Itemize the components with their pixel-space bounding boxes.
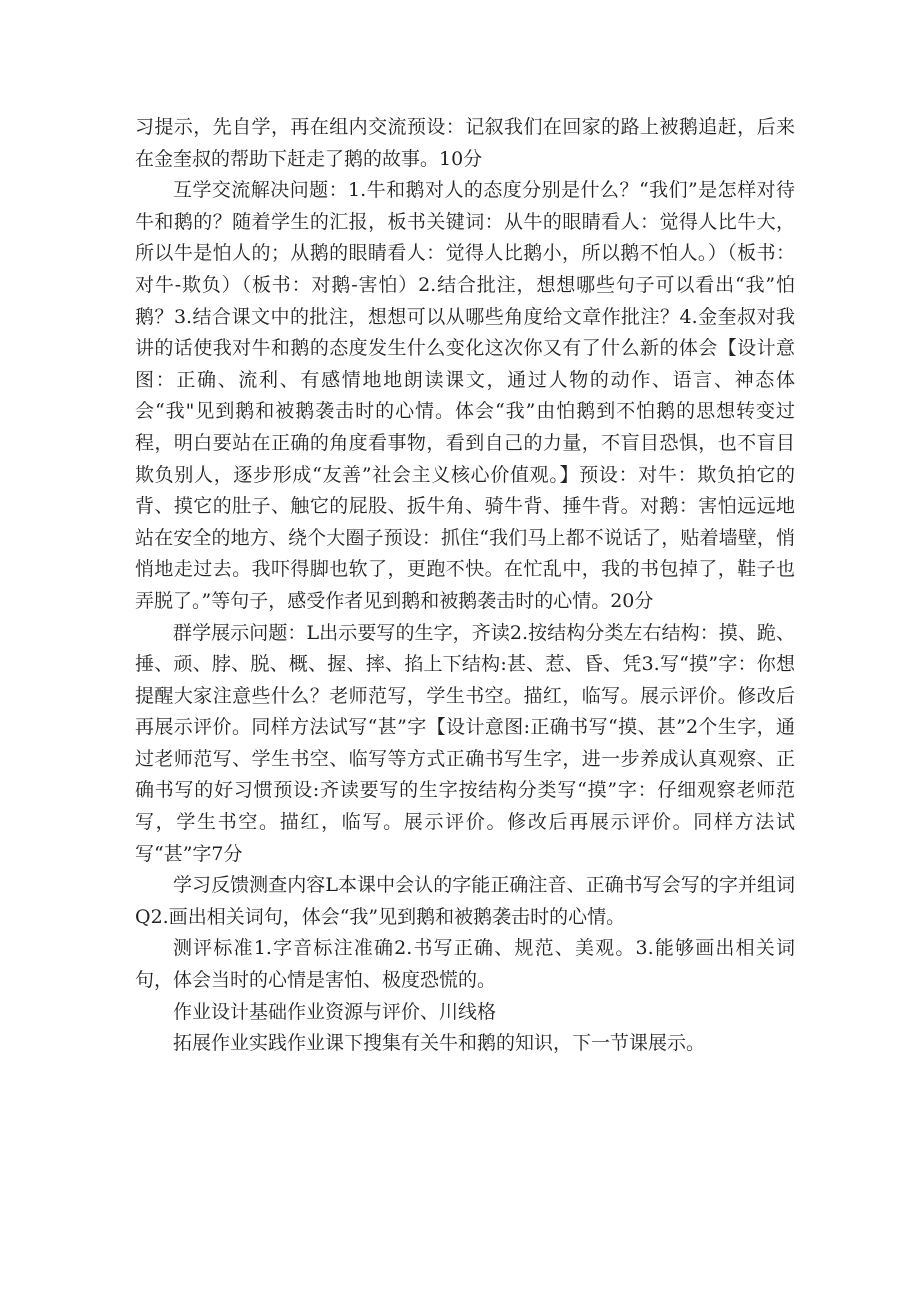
- paragraph-self-study-preset: 习提示，先自学，再在组内交流预设：记叙我们在回家的路上被鹅追赶，后来在金奎叔的帮助下赶走了鹅的故事。10分: [135, 116, 795, 170]
- paragraph-group-display: 群学展示问题：L出示要写的生字，齐读2.按结构分类左右结构：摸、跪、捶、顽、脖、脱、概、握、摔、掐上下结构:甚、惹、昏、凭3.写“摸”字：你想提醒大家注意些什么？老师范写，学生书空。描红，临写。展示评价。修改后再展示评价。同样方法试写“甚”字【设计意图:正确书写“摸、甚”2个生字，通过老师范写、学生书空、临写等方式正确书写生字，进一步养成认真观察、正确书写的好习惯预设:齐读要写的生字按结构分类写“摸”字：仔细观察老师范写，学生书空。描红，临写。展示评价。修改后再展示评价。同样方法试写“甚”字7分: [135, 621, 795, 865]
- document-body: [135, 112, 795, 1060]
- paragraph-learning-feedback: 学习反馈测查内容L本课中会认的字能正确注音、正确书写会写的字并组词Q2.画出相关词句，体会“我”见到鹅和被鹅袭击时的心情。: [135, 874, 795, 928]
- paragraph-extended-homework: 拓展作业实践作业课下搜集有关牛和鹅的知识，下一节课展示。: [173, 1032, 706, 1055]
- paragraph-mutual-learning: 互学交流解决问题：1.牛和鹅对人的态度分别是什么？“我们”是怎样对待牛和鹅的？随着学生的汇报，板书关键词：从牛的眼睛看人：觉得人比牛大，所以牛是怕人的；从鹅的眼睛看人：觉得人比鹅小，所以鹅不怕人。）（板书：对牛-欺负）（板书：对鹅-害怕）2.结合批注，想想哪些句子可以看出“我”怕鹅？3.结合课文中的批注，想想可以从哪些角度给文章作批注？4.金奎叔对我讲的话使我对牛和鹅的态度发生什么变化这次你又有了什么新的体会【设计意图：正确、流利、有感情地地朗读课文，通过人物的动作、语言、神态体会“我"见到鹅和被鹅袭击时的心情。体会“我”由怕鹅到不怕鹅的思想转变过程，明白要站在正确的角度看事物，看到自己的力量，不盲目恐惧，也不盲目欺负别人，逐步形成“友善”社会主义核心价值观。】预设：对牛：欺负拍它的背、摸它的肚子、触它的屁股、扳牛角、骑牛背、捶牛背。对鹅：害怕远远地站在安全的地方、绕个大圈子预设：抓住“我们马上都不说话了，贴着墙壁，悄悄地走过去。我吓得脚也软了，更跑不快。在忙乱中，我的书包掉了，鞋子也弄脱了。”等句子，感受作者见到鹅和被鹅袭击时的心情。20分: [135, 179, 795, 612]
- paragraph-evaluation-criteria: 测评标准1.字音标注准确2.书写正确、规范、美观。3.能够画出相关词句，体会当时的心情是害怕、极度恐慌的。: [135, 937, 795, 992]
- paragraph-homework-design: 作业设计基础作业资源与评价、川线格: [173, 1000, 497, 1023]
